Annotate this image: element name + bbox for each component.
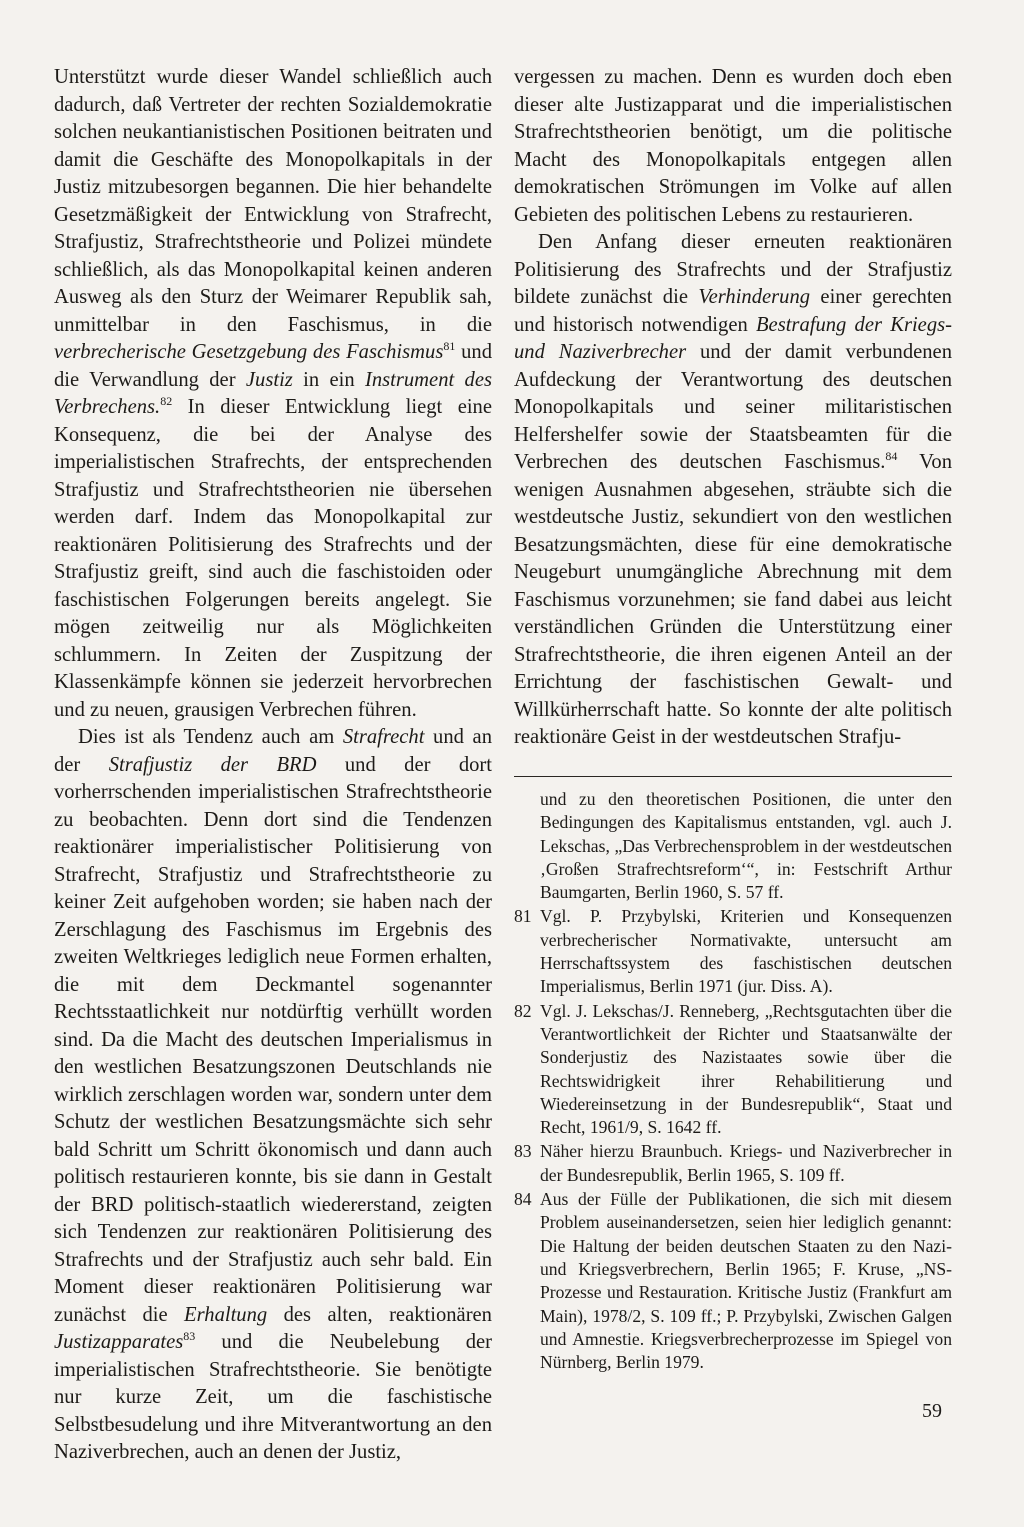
page-number: 59 (922, 1400, 942, 1422)
left-paragraph-1: Unterstützt wurde dieser Wandel schließlich auch dadurch, daß Vertreter der rechten Sozialdemokratie solchen neukantianistischen Positionen beitraten und damit die Geschäfte des Monopolkapitals in der Justiz mitzubesorgen begannen. Die hier behandelte Gesetzmäßigkeit der Entwicklung von Strafrecht, Strafjustiz, Strafrechtstheorie und Polizei mündete schließlich, als das Monopolkapital keinen anderen Ausweg als den Sturz der Weimarer Republik sah, unmittelbar in den Faschismus, in die verbrecherische Gesetzgebung des Faschismus$^{81}$ und die Verwandlung der Justiz in ein Instrument des Verbrechens.$^{82}$ In dieser Entwicklung liegt eine Konsequenz, die bei der Analyse des imperialistischen Strafrechts, der entsprechenden Strafjustiz und Strafrechtstheorien nie übersehen werden darf. Indem das Monopolkapital zur reaktionären Politisierung des Strafrechts und der Strafjustiz greift, sind auch die faschistoiden oder faschistischen Folgerungen bereits angelegt. Sie mögen zeitweilig nur als Möglichkeiten schlummern. In Zeiten der Zuspitzung der Klassenkämpfe können sie jederzeit hervorbrechen und zu neuen, grausigen Verbrechen führen. (54, 66, 492, 721)
footnote-83 (514, 1140, 952, 1187)
right-column (514, 64, 952, 752)
footnote-continuation: und zu den theoretischen Positionen, die unter den Bedingungen des Kapitalismus entstanden, vgl. auch J. Lekschas, „Das Verbrechensproblem in der westdeutschen ‚Großen Strafrechtsreform‘“, in: Festschrift Arthur Baumgarten, Berlin 1960, S. 57 ff. (540, 789, 952, 903)
footnote-text: Aus der Fülle der Publikationen, die sich mit diesem Problem auseinandersetzen, seien hier lediglich genannt: Die Haltung der beiden deutschen Staaten zu den Nazi- und Kriegsverbrechern, Berlin 1965; F. Kruse, „NS-Prozesse und Restauration. Kritische Justiz (Frankfurt am Main), 1978/2, S. 109 ff.; P. Przybylski, Zwischen Galgen und Amnestie. Kriegsverbrecherprozesse im Spiegel von Nürnberg, Berlin 1979. (540, 1189, 952, 1373)
footnote-text: Vgl. J. Lekschas/J. Renneberg, „Rechtsgutachten über die Verantwortlichkeit der Richter und Staatsanwälte der Sonderjustiz des Nazistaates sowie über die Rechtswidrigkeit ihrer Rehabilitierung und Wiedereinsetzung in der Bundesrepublik“, Staat und Recht, 1961/9, S. 1642 ff. (540, 1000, 952, 1138)
footnote-number: 84 (514, 1189, 532, 1210)
left-column (54, 64, 492, 1467)
footnotes (514, 788, 952, 1375)
footnote-number: 82 (514, 1000, 532, 1021)
footnote-number: 83 (514, 1141, 532, 1162)
right-paragraph-1: vergessen zu machen. Denn es wurden doch eben dieser alte Justizapparat und die imperialistischen Strafrechtstheorien benötigt, um die politische Macht des Monopolkapitals entgegen allen demokratischen Strömungen im Volke auf allen Gebieten des politischen Lebens zu restaurieren. (514, 66, 952, 226)
footnote-text: Vgl. P. Przybylski, Kriterien und Konsequenzen verbrecherischer Normativakte, untersucht am Herrschaftssystem des faschistischen deutschen Imperialismus, Berlin 1971 (jur. Diss. A). (540, 906, 952, 997)
footnote-text: Näher hierzu Braunbuch. Kriegs- und Naziverbrecher in der Bundesrepublik, Berlin 1965, S. 109 ff. (540, 1141, 952, 1185)
footnote-82 (514, 1000, 952, 1140)
footnote-divider (514, 776, 952, 777)
footnote-84 (514, 1188, 952, 1374)
footnote-number: 81 (514, 906, 532, 927)
left-paragraph-2: Dies ist als Tendenz auch am Strafrecht und an der Strafjustiz der BRD und der dort vorherrschenden imperialistischen Strafrechtstheorie zu beobachten. Denn dort sind die Tendenzen reaktionärer imperialistischer Politisierung von Strafrecht, Strafjustiz und Strafrechtstheorie zu keiner Zeit aufgehoben worden; sie haben nach der Zerschlagung des Faschismus im Ergebnis des zweiten Weltkrieges lediglich neue Formen erhalten, die mit dem Deckmantel sogenannter Rechtsstaatlichkeit nur notdürftig verhüllt worden sind. Da die Macht des deutschen Imperialismus in den westlichen Besatzungszonen Deutschlands nie wirklich zerschlagen worden war, sondern unter dem Schutz der westlichen Besatzungsmächte sich sehr bald Schritt um Schritt ökonomisch und dann auch politisch restaurieren konnte, bis sie dann in Gestalt der BRD politisch-staatlich wiedererstand, zeigten sich Tendenzen zur reaktionären Politisierung des Strafrechts und der Strafjustiz auch sehr bald. Ein Moment dieser reaktionären Politisierung war zunächst die Erhaltung des alten, reaktionären Justizapparates$^{83}$ und die Neubelebung der imperialistischen Strafrechtstheorie. Sie benötigte nur kurze Zeit, um die faschistische Selbstbesudelung und ihre Mitverantwortung an den Naziverbrechen, auch an denen der Justiz, (54, 726, 492, 1463)
right-paragraph-2: Den Anfang dieser erneuten reaktionären Politisierung des Strafrechts und der Strafjustiz bildete zunächst die Verhinderung einer gerechten und historisch notwendigen Bestrafung der Kriegs- und Naziverbrecher und der damit verbundenen Aufdeckung der Verantwortung des deutschen Monopolkapitals und seiner militaristischen Helfershelfer sowie der Staatsbeamten für die Verbrechen des deutschen Faschismus.$^{84}$ Von wenigen Ausnahmen abgesehen, sträubte sich die westdeutsche Justiz, sekundiert von den westlichen Besatzungsmächten, diese für eine demokratische Neugeburt unumgängliche Abrechnung mit dem Faschismus vorzunehmen; sie fand dabei aus leicht verständlichen Gründen die Unterstützung einer Strafrechtstheorie, die ihren eigenen Anteil an der Errichtung der faschistischen Gewalt- und Willkürherrschaft hatte. So konnte der alte politisch reaktionäre Geist in der westdeutschen Strafju- (514, 231, 952, 748)
footnote-81 (514, 905, 952, 998)
